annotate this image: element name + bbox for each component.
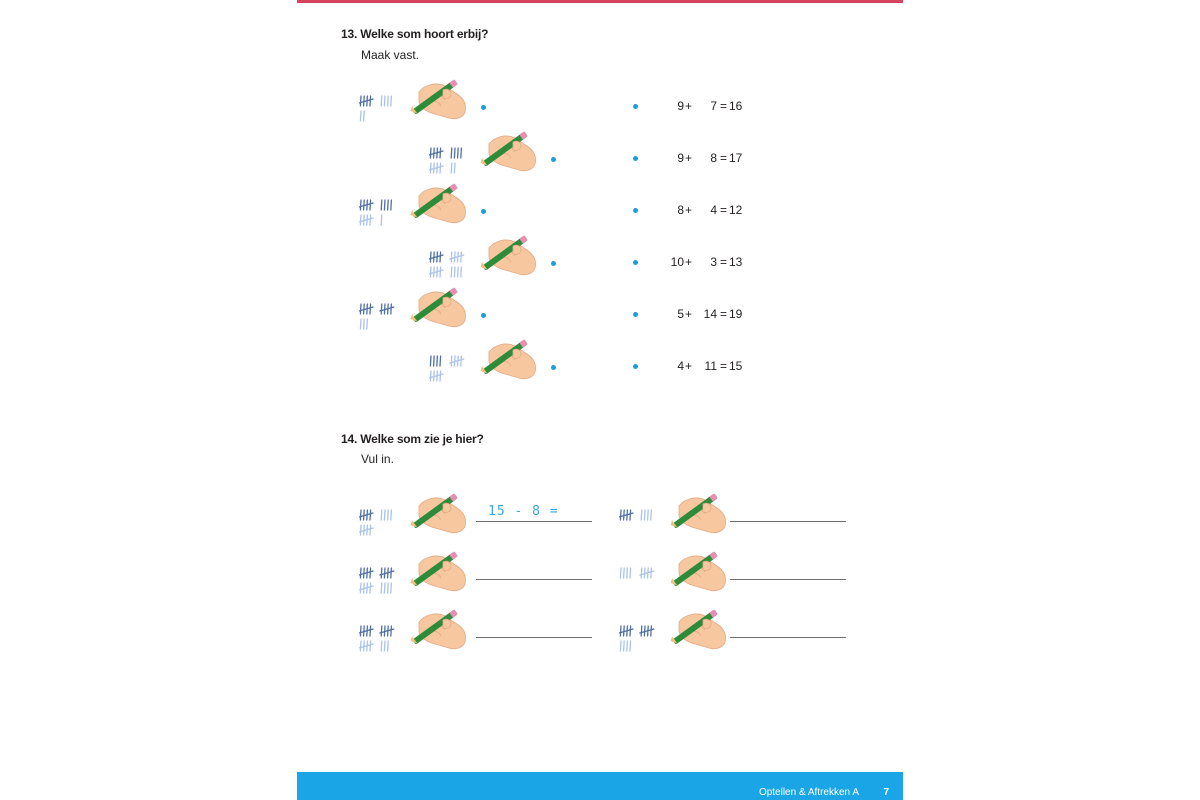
right-match-dot[interactable]: [633, 208, 638, 213]
example-answer: 15 - 8 =: [488, 504, 559, 519]
footer-title: Optellen & Aftrekken A: [758, 787, 859, 798]
equation: [645, 203, 755, 219]
equation: [645, 99, 755, 115]
workbook-page: [297, 0, 903, 800]
equation-op: +: [685, 359, 693, 373]
equation-res: 15: [729, 359, 743, 373]
equation-n1: 9: [677, 151, 684, 165]
equation-res: 19: [729, 307, 743, 321]
equation-n1: 9: [677, 99, 684, 113]
equation-n2: 11: [704, 359, 717, 373]
hand-holding-pencil-icon: [405, 546, 477, 600]
equation: [645, 151, 755, 167]
equation-n1: 8: [677, 203, 684, 217]
equation-eqs: =: [720, 255, 728, 269]
equation-op: +: [685, 99, 693, 113]
left-match-dot[interactable]: [481, 313, 486, 318]
right-match-dot[interactable]: [633, 312, 638, 317]
left-match-dot[interactable]: [481, 105, 486, 110]
equation-n2: 14: [703, 307, 717, 321]
equation-res: 13: [729, 255, 743, 269]
page-number: 7: [883, 787, 889, 798]
equation-eqs: =: [720, 99, 728, 113]
answer-line[interactable]: [730, 521, 846, 522]
left-match-dot[interactable]: [551, 365, 556, 370]
hand-holding-pencil-icon: [475, 126, 547, 180]
left-match-dot[interactable]: [551, 261, 556, 266]
equation-n1: 5: [677, 307, 684, 321]
equation-eqs: =: [720, 307, 728, 321]
left-match-dot[interactable]: [481, 209, 486, 214]
right-match-dot[interactable]: [633, 260, 638, 265]
page-footer: [297, 772, 903, 800]
answer-line[interactable]: [476, 579, 592, 580]
equation-n2: 7: [710, 99, 717, 113]
q14-title: 14. Welke som zie je hier?: [341, 432, 484, 446]
answer-line[interactable]: [476, 637, 592, 638]
equation-n1: 4: [677, 359, 684, 373]
q13-instruction: Maak vast.: [361, 48, 420, 62]
hand-holding-pencil-icon: [405, 178, 477, 232]
equation-res: 12: [729, 203, 743, 217]
equation-op: +: [685, 307, 693, 321]
q13-title: 13. Welke som hoort erbij?: [341, 27, 489, 41]
answer-line[interactable]: [730, 579, 846, 580]
equation-n2: 3: [710, 255, 717, 269]
equation: [645, 307, 755, 323]
hand-holding-pencil-icon: [405, 282, 477, 336]
answer-line[interactable]: [476, 521, 592, 522]
equation-op: +: [685, 255, 693, 269]
hand-holding-pencil-icon: [665, 546, 737, 600]
equation-eqs: =: [720, 359, 728, 373]
equation-op: +: [685, 151, 693, 165]
q14-instruction: Vul in.: [361, 452, 394, 466]
top-accent-bar: [297, 0, 903, 3]
equation-res: 17: [729, 151, 743, 165]
left-match-dot[interactable]: [551, 157, 556, 162]
equation-n1: 10: [670, 255, 684, 269]
equation-n2: 8: [710, 151, 717, 165]
right-match-dot[interactable]: [633, 156, 638, 161]
hand-holding-pencil-icon: [475, 230, 547, 284]
equation: [645, 255, 755, 271]
hand-holding-pencil-icon: [665, 488, 737, 542]
right-match-dot[interactable]: [633, 364, 638, 369]
hand-holding-pencil-icon: [405, 74, 477, 128]
answer-line[interactable]: [730, 637, 846, 638]
hand-holding-pencil-icon: [405, 488, 477, 542]
equation-eqs: =: [720, 203, 728, 217]
right-match-dot[interactable]: [633, 104, 638, 109]
equation: [645, 359, 755, 375]
equation-op: +: [685, 203, 693, 217]
equation-res: 16: [729, 99, 743, 113]
hand-holding-pencil-icon: [475, 334, 547, 388]
hand-holding-pencil-icon: [665, 604, 737, 658]
equation-eqs: =: [720, 151, 728, 165]
equation-n2: 4: [710, 203, 717, 217]
hand-holding-pencil-icon: [405, 604, 477, 658]
